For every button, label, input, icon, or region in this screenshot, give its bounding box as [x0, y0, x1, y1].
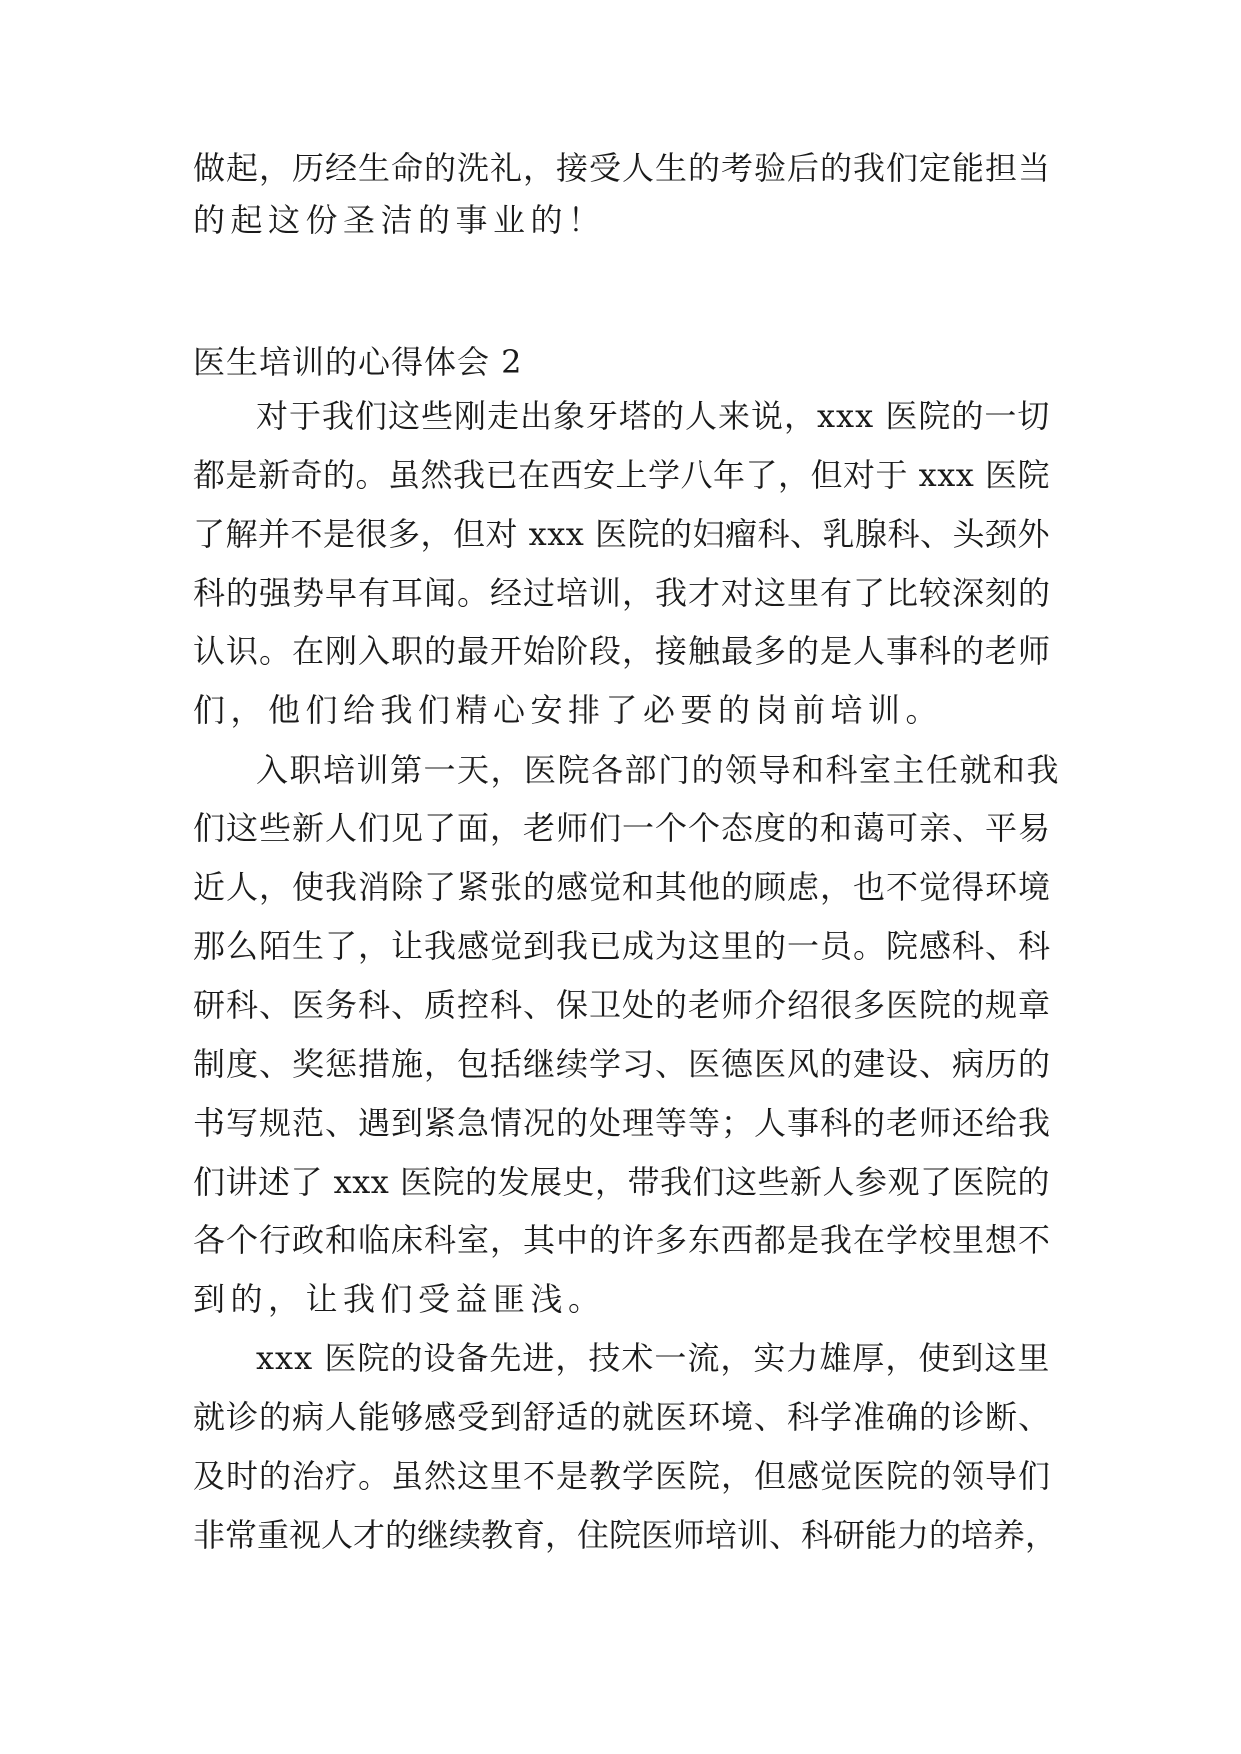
paragraph-2-line-6: 制度、奖惩措施，包括继续学习、医德医风的建设、病历的: [193, 1045, 1052, 1083]
paragraph-1-line-4: 科的强势早有耳闻。经过培训，我才对这里有了比较深刻的: [193, 574, 1052, 612]
paragraph-2-line-5: 研科、医务科、质控科、保卫处的老师介绍很多医院的规章: [193, 986, 1052, 1024]
paragraph-2-line-3: 近人，使我消除了紧张的感觉和其他的顾虑，也不觉得环境: [193, 868, 1052, 906]
paragraph-2-line-8: 们讲述了 xxx 医院的发展史，带我们这些新人参观了医院的: [193, 1163, 1050, 1201]
paragraph-2-line-9: 各个行政和临床科室，其中的许多东西都是我在学校里想不: [193, 1221, 1052, 1259]
paragraph-2-line-7: 书写规范、遇到紧急情况的处理等等；人事科的老师还给我: [193, 1104, 1052, 1142]
section-heading: 医生培训的心得体会 2: [193, 343, 523, 381]
paragraph-1-line-2: 都是新奇的。虽然我已在西安上学八年了，但对于 xxx 医院: [193, 456, 1050, 494]
paragraph-2-line-2: 们这些新人们见了面，老师们一个个态度的和蔼可亲、平易: [193, 809, 1052, 847]
paragraph-3-line-4: 非常重视人才的继续教育，住院医师培训、科研能力的培养，: [193, 1516, 1058, 1554]
paragraph-3-line-1: xxx 医院的设备先进，技术一流，实力雄厚，使到这里: [256, 1339, 1051, 1377]
intro-line-1: 做起，历经生命的洗礼，接受人生的考验后的我们定能担当: [193, 149, 1052, 187]
paragraph-1-line-1: 对于我们这些刚走出象牙塔的人来说，xxx 医院的一切: [256, 397, 1051, 435]
paragraph-3-line-3: 及时的治疗。虽然这里不是教学医院，但感觉医院的领导们: [193, 1457, 1052, 1495]
paragraph-1-line-5: 认识。在刚入职的最开始阶段，接触最多的是人事科的老师: [193, 632, 1052, 670]
paragraph-2-line-10: 到的，让我们受益匪浅。: [193, 1280, 606, 1318]
paragraph-2-line-1: 入职培训第一天，医院各部门的领导和科室主任就和我: [256, 751, 1061, 789]
paragraph-3-line-2: 就诊的病人能够感受到舒适的就医环境、科学准确的诊断、: [193, 1398, 1052, 1436]
intro-line-2: 的起这份圣洁的事业的！: [193, 201, 606, 239]
paragraph-1-line-3: 了解并不是很多，但对 xxx 医院的妇瘤科、乳腺科、头颈外: [193, 515, 1050, 553]
paragraph-2-line-4: 那么陌生了，让我感觉到我已成为这里的一员。院感科、科: [193, 927, 1052, 965]
paragraph-1-line-6: 们，他们给我们精心安排了必要的岗前培训。: [193, 691, 944, 729]
